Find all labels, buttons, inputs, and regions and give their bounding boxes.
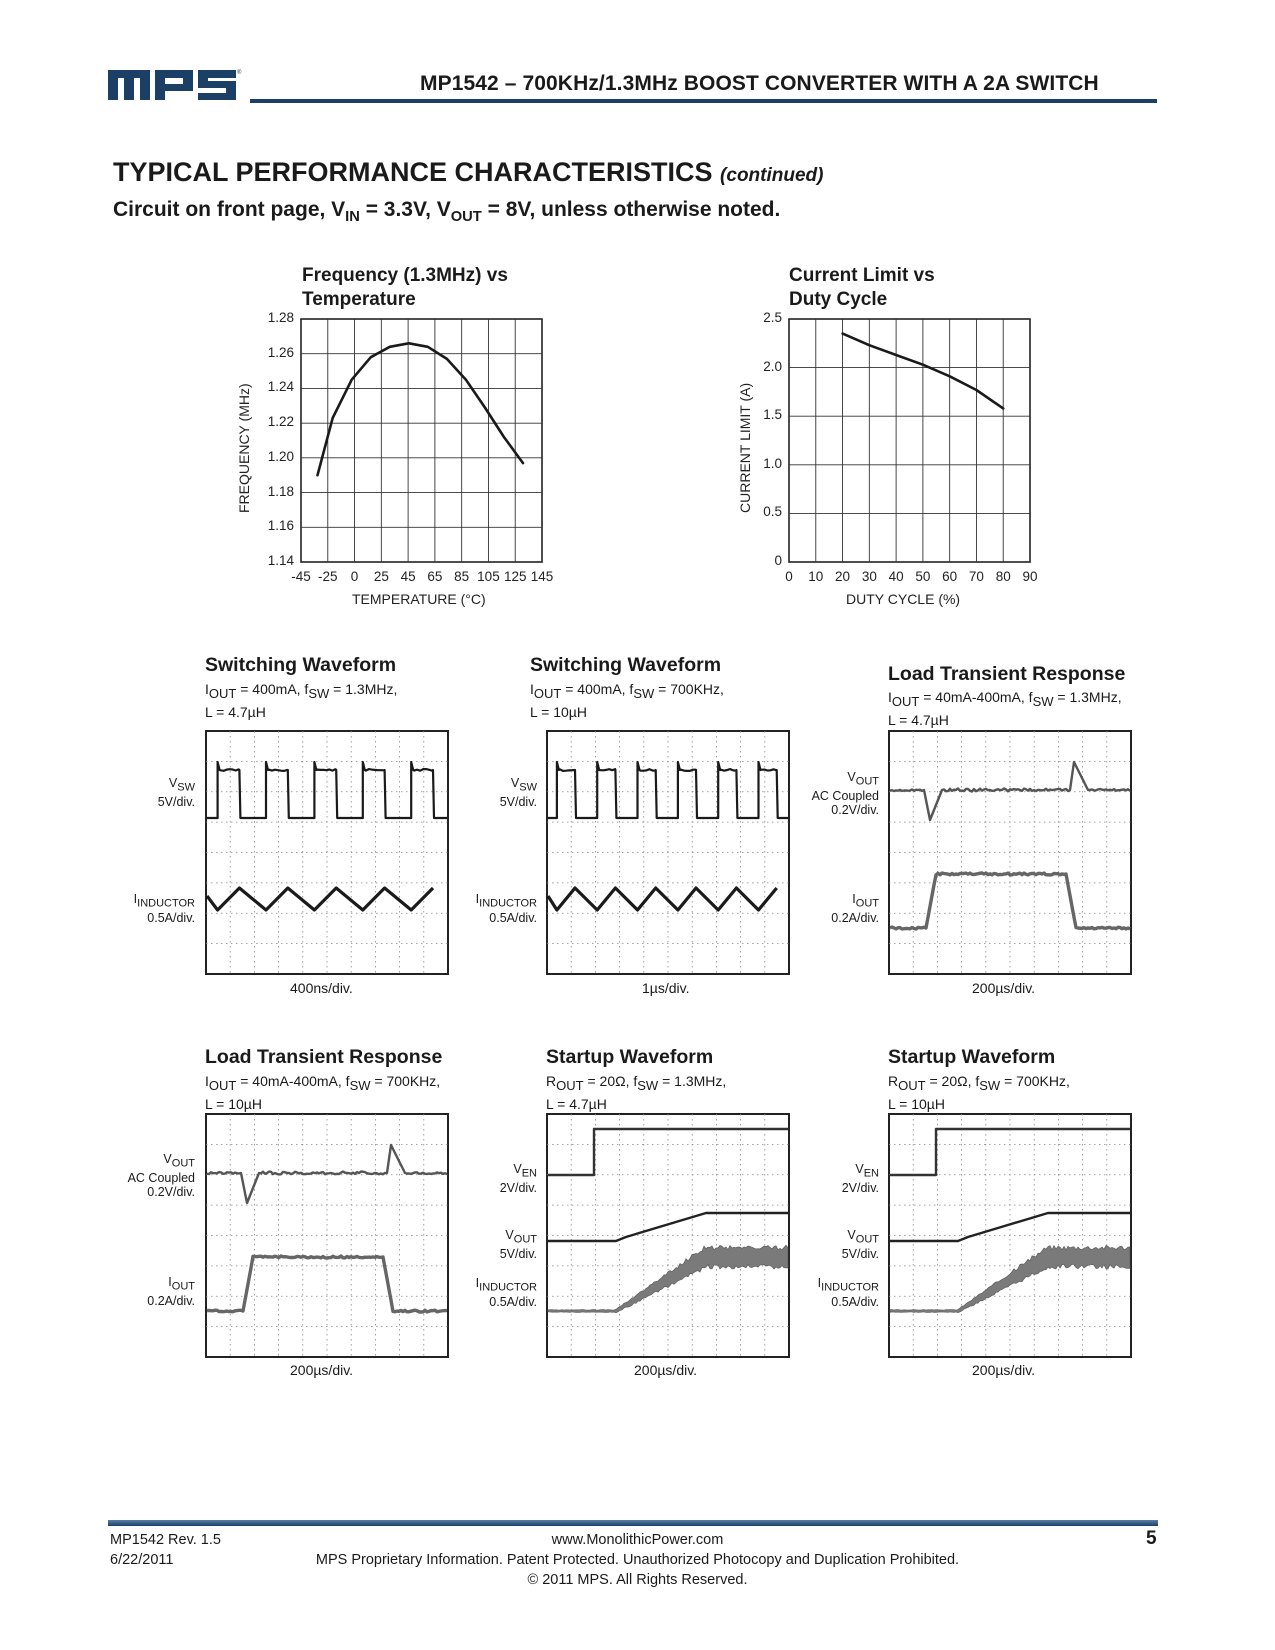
scope-startup-1p3mhz	[546, 1113, 790, 1358]
waveform-title: Load Transient Response	[888, 663, 1126, 685]
timebase-label: 200µs/div.	[972, 1362, 1036, 1378]
x-tick-label: 85	[454, 569, 470, 584]
y-tick-label: 1.26	[267, 344, 294, 360]
scope-switching-1p3mhz	[205, 730, 449, 975]
y-tick-label: 2.5	[763, 310, 782, 325]
timebase-label: 200µs/div.	[972, 980, 1036, 996]
y-tick-label: 0	[774, 553, 782, 568]
y-tick-label: 0.5	[763, 504, 782, 520]
waveform-conditions: $I_{OUT} = 400mA$, $f_{SW} = 1.3MHz$, L = 4.7µH	[205, 681, 398, 720]
chart-freq-ylabel: FREQUENCY (MHz)	[236, 383, 252, 513]
ch1-label: $V_{SW}$ 5V/div.	[157, 776, 195, 809]
header-rule	[250, 99, 1157, 103]
y-tick-label: 1.20	[267, 448, 294, 464]
x-tick-label: -25	[318, 569, 338, 584]
chart-ilim-title: Current Limit vs Duty Cycle	[789, 265, 935, 310]
scope-startup-700khz	[888, 1113, 1132, 1358]
x-tick-label: 125	[503, 569, 527, 584]
x-tick-label: 60	[942, 569, 958, 584]
footer-date: 6/22/2011	[110, 1552, 174, 1568]
document-title: MP1542 – 700KHz/1.3MHz BOOST CONVERTER WITH A 2A SWITCH	[420, 72, 1099, 95]
ch1-label: $V_{SW}$ 5V/div.	[499, 776, 537, 809]
y-tick-label: 1.0	[763, 455, 782, 471]
chart-freq-title: Frequency (1.3MHz) vs Temperature	[302, 265, 508, 310]
chart-ilim-ylabel: CURRENT LIMIT (A)	[737, 382, 753, 513]
x-tick-label: 145	[530, 569, 554, 584]
chart-ilim-vs-duty	[788, 318, 1033, 565]
waveform-title: Switching Waveform	[205, 654, 397, 676]
x-tick-label: 0	[350, 569, 359, 584]
ch2-label: $V_{OUT}$ 5V/div.	[841, 1228, 879, 1261]
y-tick-label: 1.22	[267, 414, 294, 430]
scope-switching-700khz	[546, 730, 790, 975]
page-number: 5	[1146, 1528, 1157, 1549]
x-tick-label: 30	[861, 569, 877, 584]
timebase-label: 200µs/div.	[290, 1362, 354, 1378]
ch2-label: $I_{INDUCTOR}$ 0.5A/div.	[475, 892, 537, 925]
y-tick-label: 1.14	[267, 553, 294, 568]
ch3-label: $I_{INDUCTOR}$ 0.5A/div.	[817, 1276, 879, 1309]
chart-freq-vs-temp	[300, 318, 545, 565]
waveform-title: Startup Waveform	[546, 1046, 714, 1068]
ch2-label: $I_{OUT}$ 0.2A/div.	[831, 892, 879, 925]
waveform-conditions: $I_{OUT} = 40mA-400mA$, $f_{SW} = 1.3MHz$, L = 4.7µH	[888, 689, 1122, 728]
y-tick-label: 2.0	[763, 358, 782, 374]
x-tick-label: 105	[477, 569, 500, 584]
mps-logo	[108, 66, 243, 107]
timebase-label: 400ns/div.	[290, 980, 353, 996]
y-tick-label: 1.24	[267, 379, 294, 395]
scope-load-transient-1p3mhz	[888, 730, 1132, 975]
footer-revision: MP1542 Rev. 1.5	[110, 1532, 221, 1548]
x-tick-label: 45	[400, 569, 416, 584]
ch1-label: $V_{OUT}$ AC Coupled 0.2V/div.	[127, 1152, 195, 1199]
waveform-title: Switching Waveform	[530, 654, 722, 676]
section-subtitle: Circuit on front page, $V_{IN} = 3.3V$, $V_{OUT} = 8V$, unless otherwise noted.	[113, 198, 781, 226]
ch1-label: $V_{OUT}$ AC Coupled 0.2V/div.	[811, 770, 879, 817]
x-tick-label: 25	[373, 569, 389, 584]
x-tick-label: 0	[785, 569, 793, 584]
chart-ilim-xlabel: DUTY CYCLE (%)	[846, 591, 961, 607]
timebase-label: 200µs/div.	[634, 1362, 698, 1378]
chart-freq-xlabel: TEMPERATURE (°C)	[352, 591, 486, 607]
ch2-label: $I_{INDUCTOR}$ 0.5A/div.	[133, 892, 195, 925]
ch1-label: $V_{EN}$ 2V/div.	[841, 1162, 879, 1195]
ch1-label: $V_{EN}$ 2V/div.	[499, 1162, 537, 1195]
footer-copyright: © 2011 MPS. All Rights Reserved.	[527, 1572, 748, 1588]
y-tick-label: 1.18	[267, 483, 294, 499]
waveform-title: Load Transient Response	[205, 1046, 443, 1068]
scope-load-transient-700khz	[205, 1113, 449, 1358]
footer-website: www.MonolithicPower.com	[551, 1532, 724, 1548]
x-tick-label: 50	[915, 569, 931, 584]
ch3-label: $I_{INDUCTOR}$ 0.5A/div.	[475, 1276, 537, 1309]
x-tick-label: -45	[291, 569, 311, 584]
x-tick-label: 80	[995, 569, 1011, 584]
timebase-label: 1µs/div.	[642, 980, 690, 996]
x-tick-label: 70	[968, 569, 984, 584]
footer-rule	[108, 1520, 1158, 1526]
waveform-conditions: $I_{OUT} = 400mA$, $f_{SW} = 700KHz$, L = 10µH	[530, 681, 724, 720]
ch2-label: $V_{OUT}$ 5V/div.	[499, 1228, 537, 1261]
x-tick-label: 20	[835, 569, 851, 584]
footer-proprietary: MPS Proprietary Information. Patent Protected. Unauthorized Photocopy and Duplication Prohibited.	[315, 1552, 960, 1568]
x-tick-label: 40	[888, 569, 904, 584]
waveform-title: Startup Waveform	[888, 1046, 1056, 1068]
waveform-conditions: $R_{OUT} = 20\Omega$, $f_{SW} = 700KHz$, L = 10µH	[888, 1073, 1070, 1112]
y-tick-label: 1.16	[267, 518, 294, 534]
ch2-label: $I_{OUT}$ 0.2A/div.	[147, 1275, 195, 1308]
y-tick-label: 1.5	[763, 407, 782, 423]
waveform-conditions: $R_{OUT} = 20\Omega$, $f_{SW} = 1.3MHz$, L = 4.7µH	[546, 1073, 727, 1112]
x-tick-label: 65	[427, 569, 443, 584]
x-tick-label: 10	[808, 569, 824, 584]
plot-frame	[789, 319, 1030, 562]
y-tick-label: 1.28	[267, 310, 294, 325]
svg-text:®: ®	[237, 70, 242, 76]
x-tick-label: 90	[1022, 569, 1038, 584]
section-title: TYPICAL PERFORMANCE CHARACTERISTICS (continued)	[113, 157, 824, 187]
waveform-conditions: $I_{OUT} = 40mA-400mA$, $f_{SW} = 700KHz$, L = 10µH	[205, 1073, 441, 1112]
